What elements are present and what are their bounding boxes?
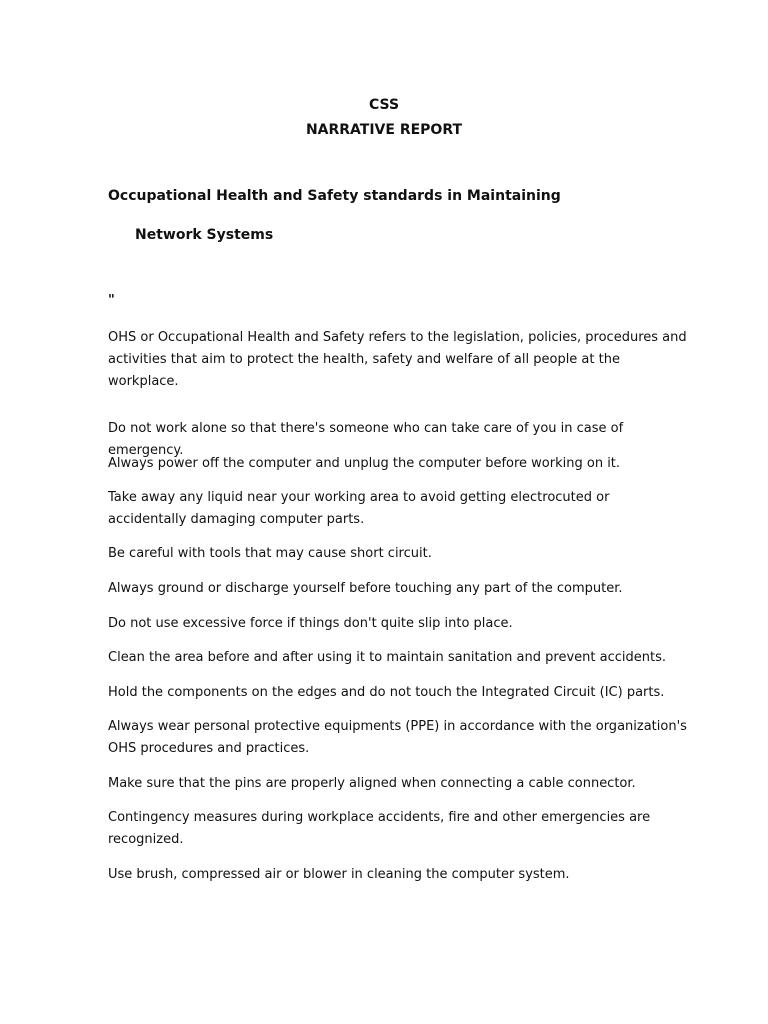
list-item: Make sure that the pins are properly aligned when connecting a cable connector. [108,776,636,791]
list-item: Always wear personal protective equipments (PPE) in accordance with the organization's OHS procedures and practices. [108,719,687,756]
list-item: Hold the components on the edges and do not touch the Integrated Circuit (IC) parts. [108,685,665,700]
list-item: Be careful with tools that may cause short circuit. [108,546,432,561]
list-item: Do not work alone so that there's someone who can take care of you in case of emergency. [108,421,624,458]
list-item: Always power off the computer and unplug the computer before working on it. [108,456,621,471]
list-item: Contingency measures during workplace accidents, fire and other emergencies are recognized. [108,810,651,847]
section-heading: Occupational Health and Safety standards in Maintaining [108,188,561,204]
list-item: Take away any liquid near your working area to avoid getting electrocuted or accidentally damaging computer parts. [108,490,610,527]
list-item: Always ground or discharge yourself before touching any part of the computer. [108,581,623,596]
section-heading-continuation: Network Systems [135,227,274,243]
document-title-report: NARRATIVE REPORT [305,122,463,138]
list-item: Do not use excessive force if things don't quite slip into place. [108,616,513,631]
list-item: Use brush, compressed air or blower in cleaning the computer system. [108,867,570,882]
document-title-css: CSS [368,97,400,113]
list-item: Clean the area before and after using it to maintain sanitation and prevent accidents. [108,650,666,665]
stray-quote-mark: " [108,293,115,308]
intro-paragraph: OHS or Occupational Health and Safety refers to the legislation, policies, procedures and activities that aim to protect the health, safety and welfare of all people at the workplace. [108,330,687,389]
